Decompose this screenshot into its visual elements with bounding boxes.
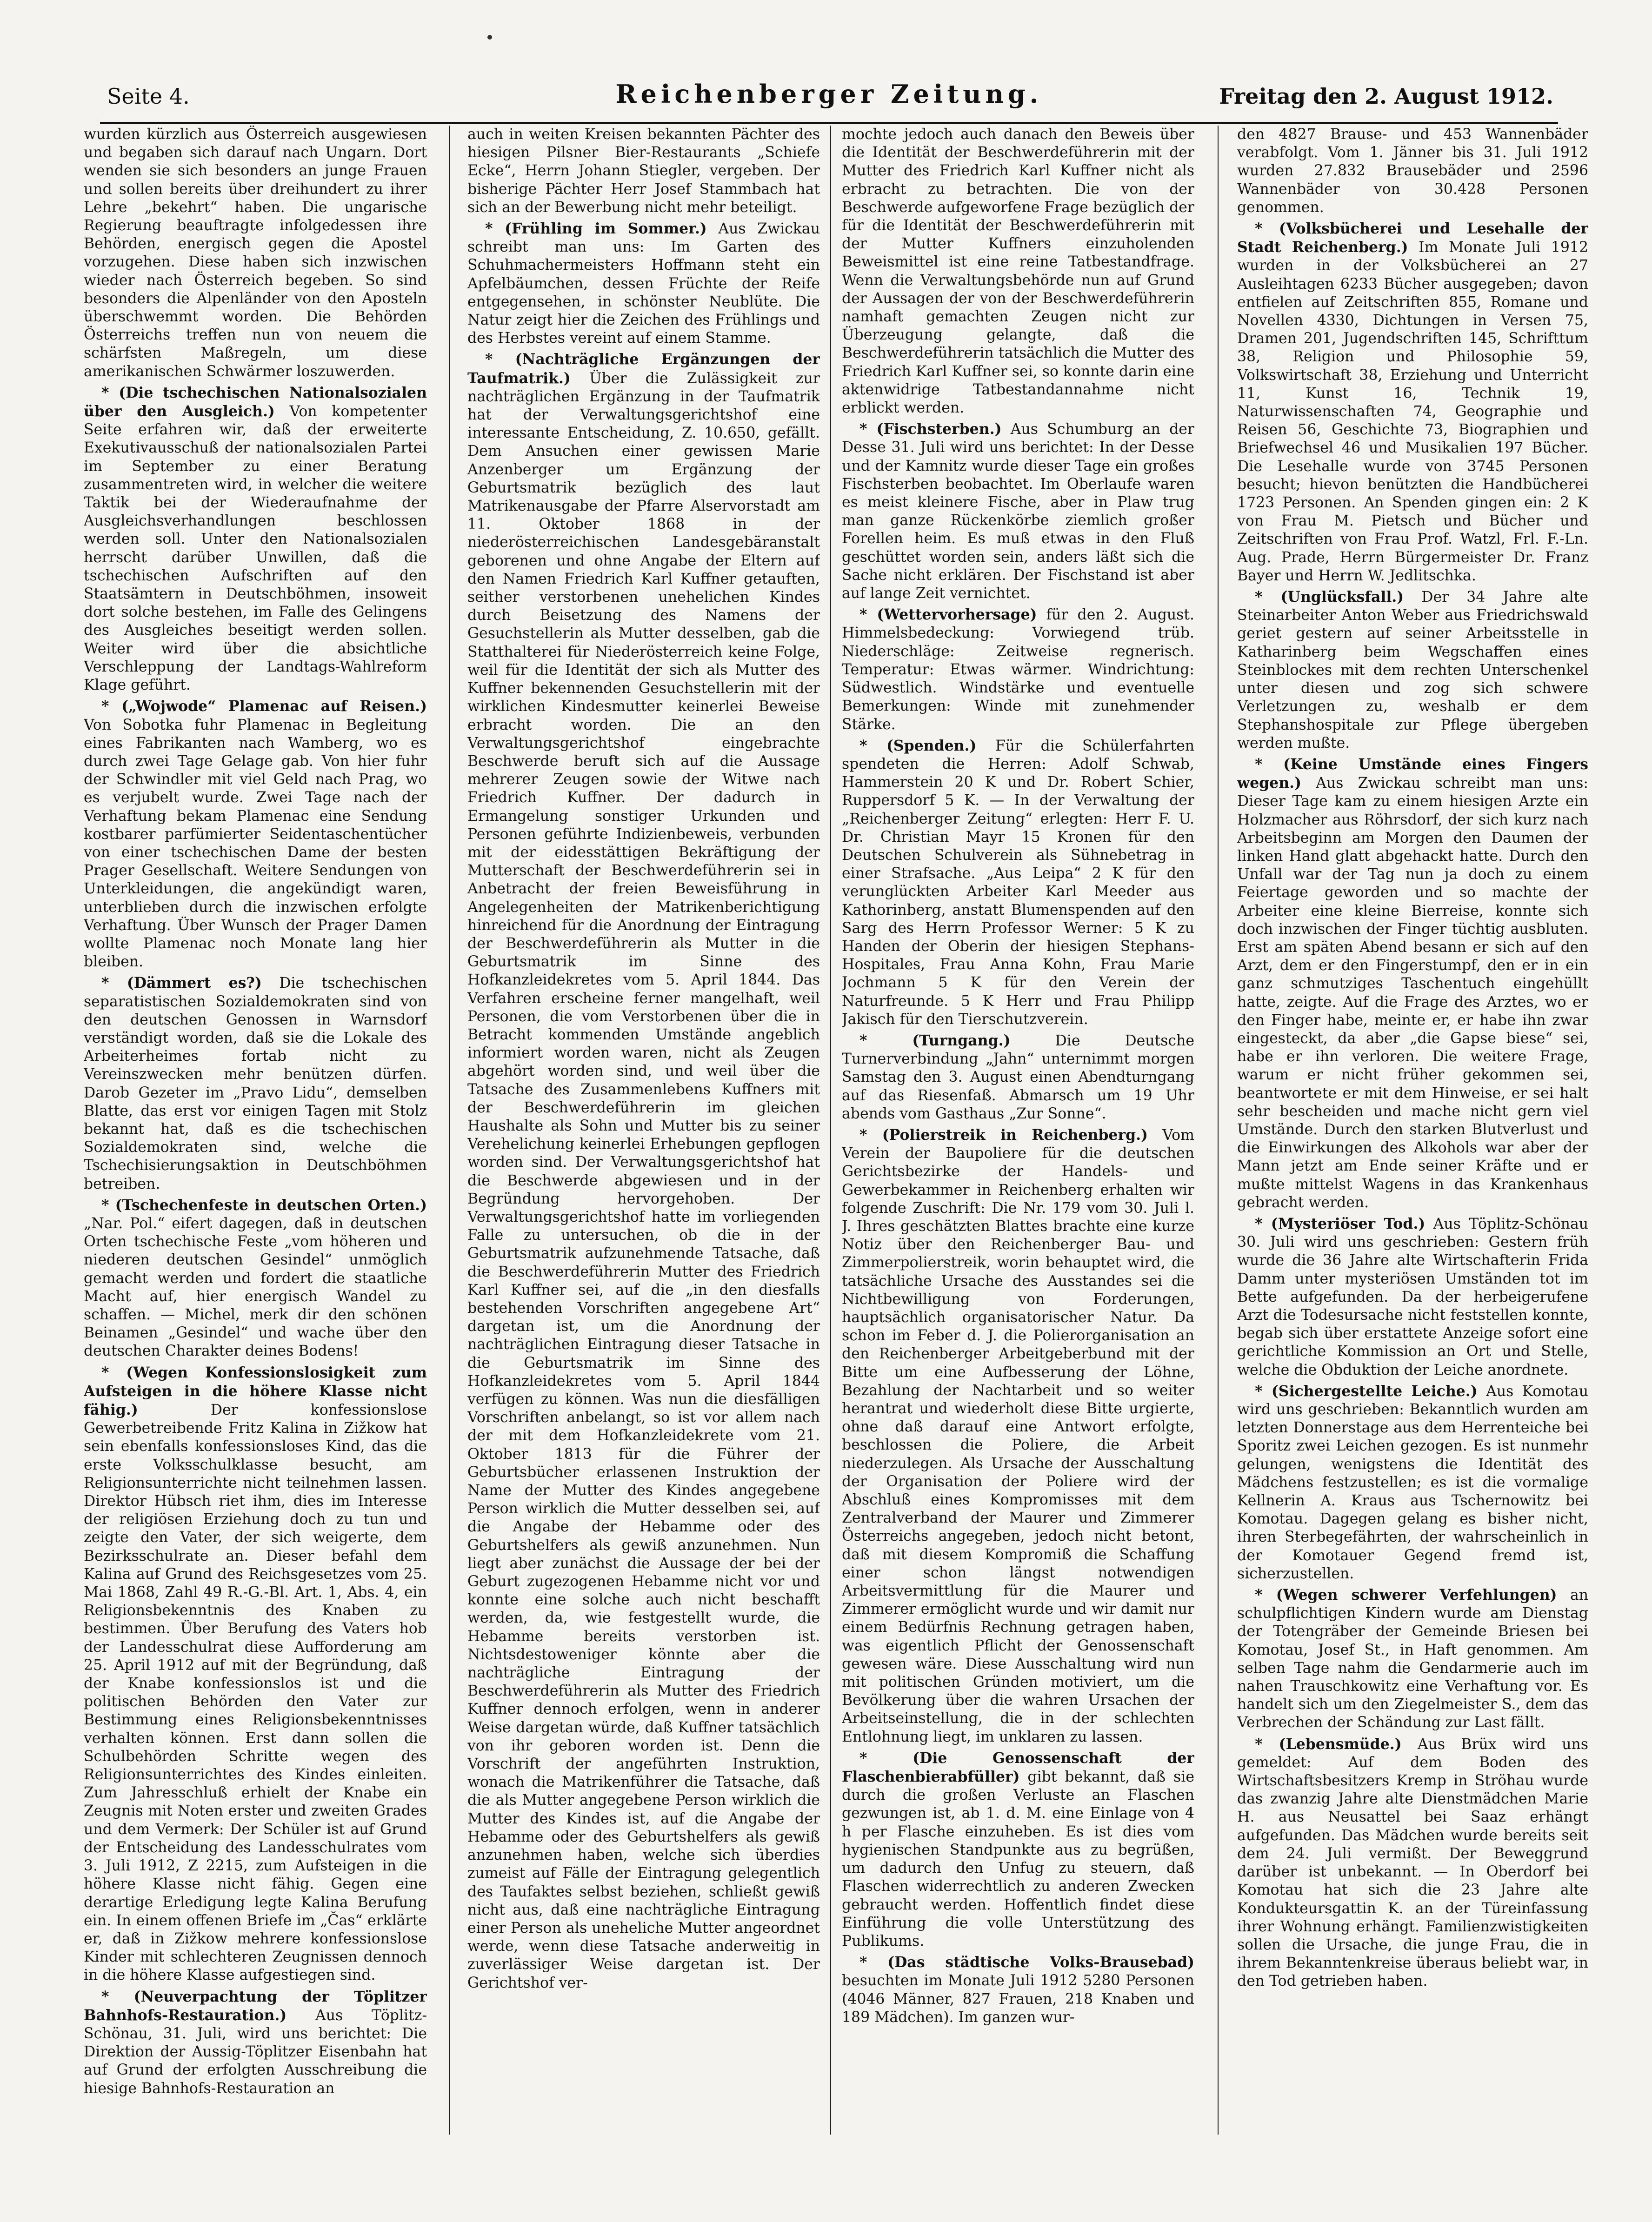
article: [842, 605, 1194, 733]
article-text: Aus Töplitz-Schönau, 31. Juli, wird uns berichtet: Die Direktion der Aussig-Töplitzer Eisenbahn hat auf Grund der erfolgten Ausschreibung die hiesige Bahnhofs-Restauration an: [84, 2007, 427, 2097]
article: [84, 384, 427, 694]
article-headline: * (Volksbücherei und Lesehalle der Stadt Reichenberg.): [1237, 220, 1588, 256]
article-text: an schulpflichtigen Kindern wurde am Dienstag der Totengräber der Gemeinde Briesen bei Komotau, Josef St., in Haft genommen. Am selben Tage nahm die Gendarmerie auch im nahen Trauschkowitz eine Verhaftung vor. Es handelt sich um den Ziegelmeister S., dem das Verbrechen der Schändung zur Last fällt.: [1237, 1587, 1588, 1731]
article-text: Aus Töplitz-Schönau 30. Juli wird uns geschrieben: Gestern früh wurde die 36 Jahre alte Wirtschafterin Frida Damm unter mysteriösen Umständen tot im Bette aufgefunden. Da der herbeigerufene Arzt die Todesursache nicht feststellen konnte, begab sich über erstattete Anzeige sofort eine gerichtliche Kommission an Ort und Stelle, welche die Obduktion der Leiche anordnete.: [1237, 1215, 1588, 1378]
article: [842, 1749, 1194, 1950]
article-headline: * (Turngang.): [859, 1031, 1011, 1049]
article: [1237, 126, 1588, 217]
article-headline: * (Dämmert es?): [101, 974, 262, 992]
article-text: Von Sobotka fuhr Plamenac in Begleitung eines Fabrikanten nach Wamberg, wo es durch zwei Tage Gelage gab. Von hier fuhr der Schwindler mit viel Geld nach Prag, wo es verjubelt wurde. Zwei Tage nach der Verhaftung bekam Plamenac eine Sendung kostbarer parfümierter Seidentaschentücher von einer tschechischen Dame der besten Prager Gesellschaft. Weitere Sendungen von Unterkleidungen, die angekündigt waren, unterblieben durch die inzwischen erfolgte Verhaftung. Über Wunsch der Prager Damen wollte Plamenac noch Monate lang hier bleiben.: [84, 716, 427, 971]
article-headline: * (Wegen Konfessionslosigkeit zum Aufsteigen in die höhere Klasse nicht fähig.): [84, 1364, 427, 1419]
article: [842, 1031, 1194, 1123]
article-text: besuchten im Monate Juli 1912 5280 Personen (4046 Männer, 827 Frauen, 218 Knaben und 189 Mädchen). Im ganzen wur-: [842, 1972, 1194, 2026]
article-text: gibt bekannt, daß sie durch die großen Verluste an Flaschen gezwungen ist, ab 1. d. M. eine Einlage von 4 h per Flasche einzuheben. Es ist dies vom hygienischen Standpunkte aus zu begrüßen, um dadurch den Unfug zu steuern, daß Flaschen widerrechtlich zu anderen Zwecken gebraucht werden. Hoffentlich findet diese Einführung die volle Unterstützung des Publikums.: [842, 1769, 1194, 1949]
article-text: Aus Schumburg an der Desse 31. Juli wird uns berichtet: In der Desse und der Kamnitz wurde dieser Tage ein großes Fischsterben beobachtet. Im Oberlaufe waren es meist kleinere Fische, aber in Plaw trug man ganze Rückenkörbe ziemlich großer Forellen heim. Es muß etwas in den Fluß geschüttet worden sein, anders läßt sich die Sache nicht erklären. Der Fischstand ist aber auf lange Zeit vernichtet.: [842, 421, 1194, 602]
article-text: „Nar. Pol.“ eifert dagegen, daß in deutschen Orten tschechische Feste „vom höheren und niederen deutschen Gesindel“ unmöglich gemacht werden und fordert die staatliche Macht auf, hier energisch Wandel zu schaffen. — Michel, merk dir den schönen Beinamen „Gesindel“ und wache über den deutschen Charakter deines Bodens!: [84, 1215, 427, 1360]
article-headline: * (Polierstreik in Reichenberg.): [859, 1126, 1148, 1144]
article-text: Vom Verein der Baupoliere für die deutschen Gerichtsbezirke der Handels- und Gewerbekammer in Reichenberg erhalten wir folgende Zuschrift: Die Nr. 179 vom 30. Juli l. J. Ihres geschätzten Blattes brachte eine kurze Notiz über den Reichenberger Bau- und Zimmerpolierstreik, worin behauptet wird, die tatsächliche Ursache des Ausstandes sei die Nichtbewilligung von Forderungen, hauptsächlich organisatorischer Natur. Da schon im Feber d. J. die Polierorganisation an den Reichenberger Arbeitgeberbund mit der Bitte um eine Aufbesserung der Löhne, Bezahlung der Nachtarbeit und so weiter herantrat und wiederholt diese Bitte urgierte, ohne daß darauf eine Antwort erfolgte, beschlossen die Poliere, die Arbeit niederzulegen. Als Ursache der Ausschaltung der Organisation der Poliere wird der Abschluß eines Kompromisses mit dem Zentralverband der Maurer und Zimmerer Österreichs angegeben, jedoch nicht betont, daß mit diesem Kompromiß die Schaffung einer schon längst notwendigen Arbeitsvermittlung für die Maurer und Zimmerer ermöglicht wurde und wir damit nur einem Bedürfnis Rechnung getragen haben, was eigentlich Pflicht der Genossenschaft gewesen wäre. Diese Ausschaltung wird nun mit politischen Gründen motiviert, um die Bevölkerung über die wahren Ursachen der Arbeitseinstellung, die in der schlechten Entlohnung liegt, im unklaren zu lassen.: [842, 1126, 1194, 1745]
article-text: Die Deutsche Turnerverbindung „Jahn“ unternimmt morgen Samstag den 3. August einen Abendturngang auf das Riesenfaß. Abmarsch um 19 Uhr abends vom Gasthaus „Zur Sonne“.: [842, 1032, 1194, 1122]
article-headline: * (Wettervorhersage): [859, 606, 1037, 624]
article-text: Der 34 Jahre alte Steinarbeiter Anton Weber aus Friedrichswald geriet gestern auf seiner Arbeitsstelle in Katharinberg beim Wegschaffen eines Steinblockes mit dem rechten Unterschenkel unter diesen und zog sich schwere Verletzungen zu, weshalb er dem Stephanshospitale zur Pflege übergeben werden mußte.: [1237, 589, 1588, 752]
article: [842, 1953, 1194, 2027]
issue-date: Freitag den 2. August 1912.: [1219, 84, 1553, 109]
header-rule: [100, 122, 1558, 124]
article-text: Von kompetenter Seite erfahren wir, daß der erweiterte Exekutivausschuß der nationalsozialen Partei im September zu einer Beratung zusammentreten wird, in welcher die weitere Taktik bei der Wiederaufnahme der Ausgleichsverhandlungen beschlossen werden soll. Unter den Nationalsozialen herrscht darüber Unwillen, daß die tschechischen Aufschriften auf den Staatsämtern in Deutschböhmen, insoweit dort solche bestehen, im Falle des Gelingens des Ausgleiches beseitigt werden sollen. Weiter wird über die absichtliche Verschleppung der Landtags-Wahlreform Klage geführt.: [84, 403, 427, 694]
article-text: mochte jedoch auch danach den Beweis über die Identität der Beschwerdeführerin mit der Mutter des Friedrich Karl Kuffner nicht als erbracht zu betrachten. Die von der Beschwerde aufgeworfene Frage bezüglich der für die Identität der Beschwerdeführerin mit der Mutter Kuffners einzuholenden Beweismittel ist eine reine Tatbestandfrage. Wenn die Verwaltungsbehörde nun auf Grund der Aussagen der von der Beschwerdeführerin namhaft gemachten Zeugen nicht zur Überzeugung gelangte, daß die Beschwerdeführerin tatsächlich die Mutter des Friedrich Karl Kuffner sei, so konnte darin eine aktenwidrige Tatbestandannahme nicht erblickt werden.: [842, 126, 1194, 417]
article-headline: * (Tschechenfeste in deutschen Orten.): [101, 1196, 427, 1214]
article-headline: * (Sichergestellte Leiche.): [1255, 1382, 1478, 1400]
article: [1237, 1382, 1588, 1583]
article: [467, 220, 820, 347]
article-headline: * (Die Genossenschaft der Flaschenbierabfüller): [842, 1749, 1194, 1786]
article-text: auch in weiten Kreisen bekannten Pächter des hiesigen Pilsner Bier-Restaurants „Schiefe Ecke“, Herrn Johann Stiegler, vergeben. Der bisherige Pächter Herr Josef Stammbach hat sich an der Bewerbung nicht mehr beteiligt.: [467, 126, 820, 216]
article-text: Für die Schülerfahrten spendeten die Herren: Adolf Schwab, Hammerstein 20 K und Dr. Robert Schier, Ruppersdorf 5 K. — In der Verwaltung der „Reichenberger Zeitung“ erlegten: Herr F. U. Dr. Christian Mayr 15 Kronen für den Deutschen Schulverein als Sühnebetrag in einer Strafsache. „Aus Leipa“ 2 K für den verunglückten Arbeiter Karl Meeder aus Kathorinberg, anstatt Blumenspenden auf den Sarg des Herrn Professor Werner: 5 K zu Handen der Oberin der hiesigen Stephans-Hospitales, Frau Anna Kohn, Frau Marie Jochmann 5 K für den Verein der Naturfreunde. 5 K Herr und Frau Philipp Jakisch für den Tierschutzverein.: [842, 737, 1194, 1028]
article: [842, 737, 1194, 1029]
article-text: Im Monate Juli 1912 wurden in der Volksbücherei an 27 Ausleihtagen 6233 Bücher ausgegeben; davon entfielen auf Zeitschriften 855, Romane und Novellen 4330, Dichtungen in Versen 75, Dramen 201, Jugendschriften 145, Schrifttum 38, Religion und Philosophie 59, Volkswirtschaft 38, Erziehung und Unterricht 11, Kunst 16, Technik 19, Naturwissenschaften 74, Geographie und Reisen 56, Geschichte 73, Biographien und Briefwechsel 46 und Musikalien 197 Bücher. Die Lesehalle wurde von 3745 Personen besucht; hievon benützten die Handbücherei 1723 Personen. An Spenden gingen ein: 2 K von Frau M. Pietsch und Bücher und Zeitschriften von Frau Prof. Watzl, Frl. F.-Ln. Aug. Prade, Herrn Bürgermeister Dr. Franz Bayer und Herrn W. Jedlitschka.: [1237, 239, 1588, 584]
article: [84, 1196, 427, 1361]
article: [1237, 1215, 1588, 1379]
column-divider: [830, 126, 831, 2135]
article-headline: * (Wegen schwerer Verfehlungen): [1255, 1586, 1557, 1604]
page-number: Seite 4.: [107, 84, 190, 109]
article-text: Die tschechischen separatistischen Sozialdemokraten sind von den deutschen Genossen in Warnsdorf verständigt worden, daß sie die Lokale des Arbeiterheimes fortab nicht zu Vereinszwecken mehr benützen dürfen. Darob Gezeter im „Pravo Lidu“, demselben Blatte, das erst vor einigen Tagen mit Stolz bekannt hat, daß es die tschechischen Sozialdemokraten sind, welche die Tschechisierungsaktion in Deutschböhmen betreiben.: [84, 975, 427, 1192]
article-headline: * (Unglücksfall.): [1255, 588, 1404, 606]
article-headline: * (Fischsterben.): [859, 420, 1002, 438]
article-text: Aus Zwickau schreibt man uns: Im Garten des Schuhmachermeisters Hoffmann steht ein Apfelbäumchen, dessen Früchte der Reife entgegensehen, in schönster Neublüte. Die Natur zeigt hier die Zeichen des Frühlings und des Herbstes vereint auf einem Stamme.: [467, 220, 820, 347]
article-headline: * (Mysteriöser Tod.): [1255, 1215, 1426, 1232]
article-text: Über die Zulässigkeit zur nachträglichen Ergänzung in der Taufmatrik hat der Verwaltungsgerichtshof eine interessante Entscheidung, Z. 10.650, gefällt. Dem Ansuchen einer gewissen Marie Anzenberger um Ergänzung der Geburtsmatrik bezüglich des laut Matrikenausgabe der Pfarre Alservorstadt am 11. Oktober 1868 in der niederösterreichischen Landesgebäranstalt geborenen und ohne Angabe der Eltern auf den Namen Friedrich Karl Kuffner getauften, seither verstorbenen unehelichen Kindes durch Beisetzung des Namens der Gesuchstellerin als Mutter desselben, gab die Statthalterei für Niederösterreich keine Folge, weil für die Identität der sich als Mutter des Kuffner bekennenden Gesuchstellerin mit der wirklichen Kindesmutter keinerlei Beweise erbracht worden. Die an den Verwaltungsgerichtshof eingebrachte Beschwerde beruft sich auf die Aussage mehrerer Zeugen sowie der Witwe nach Friedrich Kuffner. Der dadurch in Ermangelung sonstiger Urkunden und Personen geführte Indizienbeweis, verbunden mit der eidesstättigen Bekräftigung der Mutterschaft der Beschwerdeführerin sei in Anbetracht der freien Beweisführung in Angelegenheiten der Matrikenberichtigung hinreichend für die Anordnung der Eintragung der Beschwerdeführerin als Mutter in die Geburtsmatrik im Sinne des Hofkanzleidekretes vom 5. April 1844. Das Verfahren erscheine ferner mangelhaft, weil Personen, die vom Verstorbenen über die in Betracht kommenden Umstände angeblich informiert worden waren, nicht als Zeugen abgehört worden sind, und weil über die Tatsache des Zusammenlebens Kuffners mit der Beschwerdeführerin im gleichen Haushalte als Sohn und Mutter bis zu seiner Verehelichung keinerlei Erhebungen gepflogen worden sind. Der Verwaltungsgerichtshof hat die Beschwerde abgewiesen und in der Begründung hervorgehoben. Der Verwaltungsgerichtshof hatte im vorliegenden Falle zu untersuchen, ob die in der Geburtsmatrik aufzunehmende Tatsache, daß die Beschwerdeführerin Mutter des Friedrich Karl Kuffner sei, auf die „in den diesfalls bestehenden Vorschriften angegebene Art“ dargetan ist, um die Anordnung der nachträglichen Eintragung dieser Tatsache in die Geburtsmatrik im Sinne des Hofkanzleidekretes vom 5. April 1844 verfügen zu können. Was nun die diesfälligen Vorschriften anbelangt, so ist vor allem nach der mit dem Hofkanzleidekrete vom 21. Oktober 1813 für die Führer der Geburtsbücher erlassenen Instruktion der Name der Mutter des Kindes angegebene Person wirklich die Mutter desselben sei, auf die Angabe der Hebamme oder des Geburtshelfers als gewiß anzunehmen. Nun liegt aber zunächst die Aussage der bei der Geburt zugezogenen Hebamme nicht vor und konnte eine solche auch nicht beschafft werden, da, wie festgestellt wurde, die Hebamme bereits verstorben ist. Nichtsdestoweniger könnte aber die nachträgliche Eintragung der Beschwerdeführerin als Mutter des Friedrich Kuffner dennoch erfolgen, wenn in anderer Weise dargetan würde, daß Kuffner tatsächlich von ihr geboren worden ist. Denn die Vorschrift der angeführten Instruktion, wonach die Matrikenführer die Tatsache, daß die als Mutter angegebene Person wirklich die Mutter des Kindes ist, auf die Angabe der Hebamme oder des Geburtshelfers als gewiß anzunehmen haben, welche sich überdies zumeist auf Fälle der Eintragung gelegentlich des Taufaktes selbst beziehen, schließt gewiß nicht aus, daß eine nachträgliche Eintragung einer Person als uneheliche Mutter angeordnet werde, wenn diese Tatsache anderweitig in zuverlässiger Weise dargetan ist. Der Gerichtshof ver-: [467, 370, 820, 1991]
article-headline: * (Das städtische Volks-Brausebad): [859, 1954, 1194, 1971]
article: [1237, 1586, 1588, 1732]
column-1: [84, 126, 427, 2135]
article: [842, 420, 1194, 603]
column-4: [1237, 126, 1588, 2135]
article-text: wurden kürzlich aus Österreich ausgewiesen und begaben sich darauf nach Ungarn. Dort wenden sie sich besonders an junge Frauen und sollen bereits über dreihundert zu ihrer Lehre „bekehrt“ haben. Die ungarische Regierung beauftragte infolgedessen ihre Behörden, energisch gegen die Apostel vorzugehen. Diese haben sich inzwischen wieder nach Österreich begeben. So sind besonders die Alpenländer von den Aposteln überschwemmt worden. Die Behörden Österreichs treffen nun von neuem die schärfsten Maßregeln, um diese amerikanischen Schwärmer loszuwerden.: [84, 126, 427, 380]
article-headline: * (Spenden.): [859, 737, 977, 754]
article: [84, 1988, 427, 2098]
article: [1237, 220, 1588, 585]
article: [1237, 1735, 1588, 1991]
article-headline: * (Neuverpachtung der Töplitzer Bahnhofs-Restauration.): [84, 1988, 427, 2024]
column-2: [467, 126, 820, 2135]
article-text: Aus Brüx wird uns gemeldet: Auf dem Boden des Wirtschaftsbesitzers Kremp in Ströhau wurde das zwanzig Jahre alte Dienstmädchen Marie H. aus Neusattel bei Saaz erhängt aufgefunden. Das Mädchen wurde bereits seit dem 24. Juli vermißt. Der Beweggrund darüber ist unbekannt. — In Oberdorf bei Komotau hat sich die 23 Jahre alte Kondukteursgattin K. an der Türeinfassung ihrer Wohnung erhängt. Familienzwistigkeiten sollen die Ursache, die junge Frau, die in ihrem Bekanntenkreise überaus beliebt war, in den Tod getrieben haben.: [1237, 1736, 1588, 1990]
article-text: den 4827 Brause- und 453 Wannenbäder verabfolgt. Vom 1. Jänner bis 31. Juli 1912 wurden 27.832 Brausebäder und 2596 Wannenbäder von 30.428 Personen genommen.: [1237, 126, 1588, 216]
article: [84, 697, 427, 971]
print-mark: [487, 35, 492, 40]
article: [467, 350, 820, 1992]
article: [842, 1126, 1194, 1746]
page-header: [100, 79, 1558, 121]
article: [842, 126, 1194, 417]
article-headline: * (Frühling im Sommer.): [485, 220, 707, 238]
column-divider: [1218, 126, 1219, 2135]
article: [1237, 755, 1588, 1212]
column-3: [842, 126, 1194, 2135]
article-text: Der konfessionslose Gewerbetreibende Fritz Kalina in Zižkow hat sein ebenfalls konfessionsloses Kind, das die erste Volksschulklasse besucht, am Religionsunterrichte nicht teilnehmen lassen. Direktor Hübsch riet ihm, dies im Interesse der religiösen Erziehung doch zu tun und zeigte den Vater, der sich weigerte, dem Bezirksschulrate an. Dieser befahl dem Kalina auf Grund des Reichsgesetzes vom 25. Mai 1868, Zahl 49 R.-G.-Bl. Art. 1, Abs. 4, ein Religionsbekenntnis des Knaben zu bestimmen. Über Berufung des Vaters hob der Landesschulrat diese Aufforderung am 25. April 1912 auf mit der Begründung, daß der Knabe konfessionslos ist und die politischen Behörden den Vater zur Bestimmung eines Religionsbekenntnisses verhalten können. Erst dann sollen die Schulbehörden Schritte wegen des Religionsunterrichtes des Kindes einleiten. Zum Jahresschluß erhielt der Knabe ein Zeugnis mit Noten erster und zweiten Grades und dem Vermerk: Der Schüler ist auf Grund der Entscheidung des Landesschulrates vom 3. Juli 1912, Z 2215, zum Aufsteigen in die höhere Klasse nicht fähig. Gegen eine derartige Erledigung legte Kalina Berufung ein. In einem offenen Briefe im „Čas“ erklärte er, daß in Zižkow mehrere konfessionslose Kinder mit schlechteren Zeugnissen dennoch in die höhere Klasse aufgestiegen sind.: [84, 1402, 427, 1984]
article: [1237, 588, 1588, 752]
article-headline: * (Die tschechischen Nationalsozialen über den Ausgleich.): [84, 384, 427, 420]
article-headline: * (Keine Umstände eines Fingers wegen.): [1237, 755, 1588, 792]
article-headline: * (Lebensmüde.): [1255, 1735, 1402, 1753]
column-divider: [449, 126, 450, 2135]
article-text: für den 2. August. Himmelsbedeckung: Vorwiegend trüb. Niederschläge: Zeitweise regnerisch. Temperatur: Etwas wärmer. Windrichtung: Südwestlich. Windstärke und eventuelle Bemerkungen: Winde mit zunehmender Stärke.: [842, 606, 1194, 733]
article-text: Aus Komotau wird uns geschrieben: Bekanntlich wurden am letzten Donnerstage aus dem Herrenteiche bei Sporitz zwei Leichen gezogen. Es ist nunmehr gelungen, wenigstens die Identität des Mädchens festzustellen; es ist die vormalige Kellnerin A. Kraus aus Tschernowitz bei Komotau. Dagegen gelang es bisher nicht, ihren Sterbegefährten, der wahrscheinlich in der Komotauer Gegend fremd ist, sicherzustellen.: [1237, 1383, 1588, 1582]
article-text: Aus Zwickau schreibt man uns: Dieser Tage kam zu einem hiesigen Arzte ein Holzmacher aus Röhrsdorf, der sich kurz nach Arbeitsbeginn am Morgen den Daumen der linken Hand glatt abgehackt hatte. Durch den Unfall war der Tag nun ja doch zu einem Feiertage geworden und so machte der Arbeiter eine kleine Bierreise, konnte sich doch inzwischen der Finger tüchtig ausbluten. Erst am späten Abend besann er sich auf den Arzt, dem er den Fingerstumpf, den er in ein ganz schmutziges Taschentuch eingehüllt hatte, zeigte. Auf die Frage des Arztes, wo er den Finger habe, meinte er, er habe ihn zwar eingesteckt, da aber „die Gapse biese“ sei, habe er ihn verloren. Die weitere Frage, warum er nicht früher gekommen sei, beantwortete er mit dem Hinweise, er sei halt sehr bescheiden und mache nicht gern viel Umstände. Durch den starken Blutverlust und die Einwirkungen des Alkohols war aber der Mann jetzt am Ende seiner Kräfte und er mußte mittelst Wagens in das Krankenhaus gebracht werden.: [1237, 775, 1588, 1211]
newspaper-title: Reichenberger Zeitung.: [615, 79, 1043, 109]
article: [467, 126, 820, 217]
article: [84, 1364, 427, 1985]
article: [84, 126, 427, 381]
article-headline: * („Wojwode“ Plamenac auf Reisen.): [101, 698, 427, 715]
article: [84, 974, 427, 1193]
article-headline: * (Nachträgliche Ergänzungen der Taufmatrik.): [467, 351, 820, 387]
